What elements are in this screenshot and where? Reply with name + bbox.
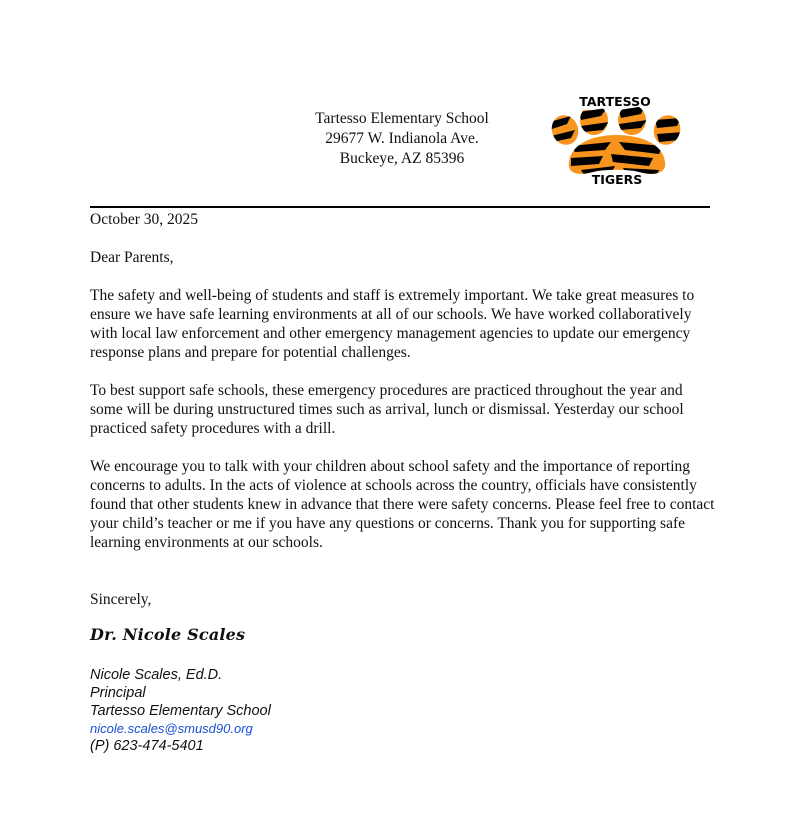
letter-date: October 30, 2025 <box>90 211 199 228</box>
paragraph-2: To best support safe schools, these emergency procedures are practiced throughout the year and some will be during unstructured times such as arrival, lunch or dismissal. Yesterday our school practiced safety procedures with a drill. <box>90 382 684 437</box>
signer-school: Tartesso Elementary School <box>90 703 271 719</box>
paragraph-1: The safety and well-being of students and staff is extremely important. We take great measures to ensure we have safe learning environments at all of our schools. We have worked collaboratively with local law enforcement and other emergency management agencies to update our emergency response plans and prepare for potential challenges. <box>90 287 695 361</box>
header-divider <box>90 206 710 208</box>
logo-top-text: TARTESSO <box>579 94 651 109</box>
signer-email-link[interactable]: nicole.scales@smusd90.org <box>90 721 253 736</box>
signer-phone: (P) 623-474-5401 <box>90 738 204 754</box>
handwritten-signature: Dr. Nicole Scales <box>90 625 246 644</box>
signer-name: Nicole Scales, Ed.D. <box>90 667 223 683</box>
school-name: Tartesso Elementary School <box>315 110 489 127</box>
school-street: 29677 W. Indianola Ave. <box>325 130 479 147</box>
letter-body <box>90 210 715 552</box>
letter-greeting: Dear Parents, <box>90 249 174 266</box>
letter-closing: Sincerely, <box>90 591 152 608</box>
paw-print <box>541 106 693 182</box>
tigers-paw-logo <box>541 92 693 186</box>
signature-block <box>90 666 271 755</box>
school-city: Buckeye, AZ 85396 <box>339 150 465 167</box>
logo-bottom-text: TIGERS <box>591 172 643 186</box>
paragraph-3: We encourage you to talk with your children about school safety and the importance of reporting concerns to adults. In the acts of violence at schools across the country, officials have consistently found that other students knew in advance that there were safety concerns. Please feel free to contact your child’s teacher or me if you have any questions or concerns. Thank you for supporting safe learning environments at our schools. <box>90 458 715 551</box>
signer-title: Principal <box>90 685 146 701</box>
school-address <box>300 109 504 169</box>
